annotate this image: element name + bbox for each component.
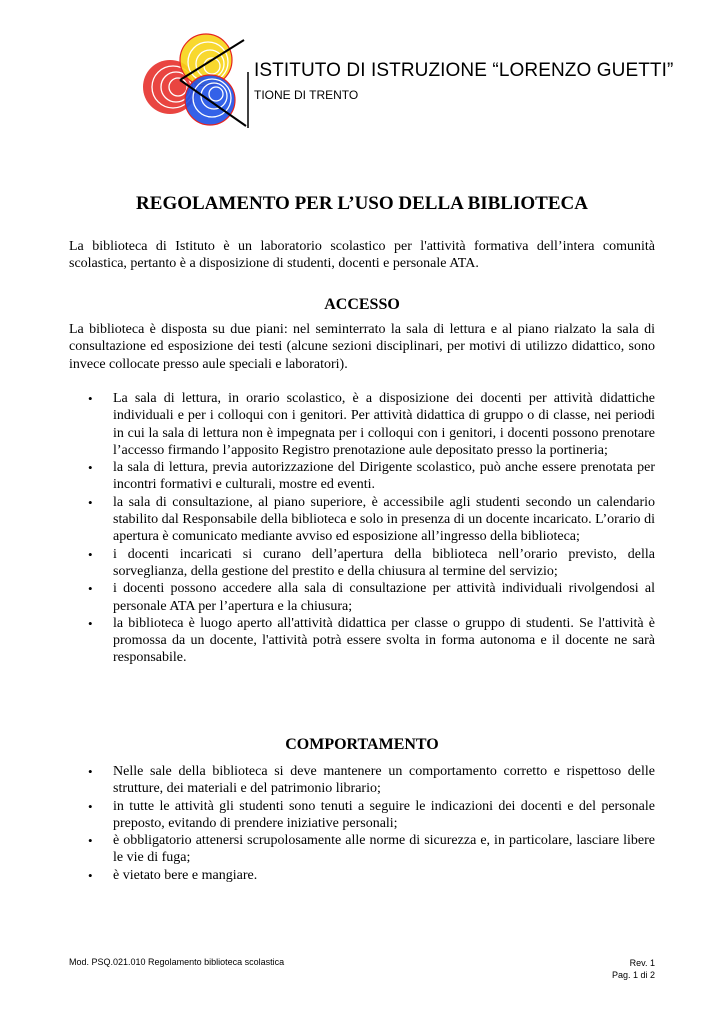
- section-heading-accesso: ACCESSO: [324, 296, 400, 313]
- bullet-icon: •: [88, 867, 93, 883]
- school-logo-icon: [140, 32, 252, 128]
- footer-revision: Rev. 1: [629, 958, 655, 968]
- list-item: [86, 615, 655, 667]
- accesso-paragraph: La biblioteca è disposta su due piani: nel seminterrato la sala di lettura e al piano rialzato la sala di consultazione ed esposizione dei testi (alcune sezioni disciplinari, per motivi di utilizzo didattico, sono invece collocate presso aule speciali e laboratori).: [69, 322, 655, 372]
- bullet-icon: •: [88, 391, 93, 406]
- list-item: [86, 763, 655, 798]
- list-item: [86, 546, 655, 581]
- bullet-icon: •: [88, 494, 93, 510]
- document-title: REGOLAMENTO PER L’USO DELLA BIBLIOTECA: [136, 193, 588, 214]
- comportamento-list: [86, 763, 655, 884]
- bullet-icon: •: [88, 460, 93, 476]
- footer-page-number: Pag. 1 di 2: [611, 970, 655, 980]
- list-item-text: La sala di lettura, in orario scolastico, è a disposizione dei docenti per attività didattiche individuali e per i colloqui con i genitori. Per attività didattica di gruppo o di classe, nei periodi in cui la sala di lettura non è impegnata per i colloqui con i genitori, i docenti possono prenotare l’accesso firmando l’apposito Registro prenotazione aule depositato presso la portineria;: [113, 391, 655, 458]
- list-item: [86, 867, 655, 884]
- list-item-text: in tutte le attività gli studenti sono tenuti a seguire le indicazioni dei docenti e del personale preposto, evitando di prendere iniziative personali;: [113, 798, 655, 831]
- list-item: [86, 580, 655, 615]
- list-item-text: la sala di lettura, previa autorizzazione del Dirigente scolastico, può anche essere prenotata per incontri formativi e culturali, mostre ed eventi.: [113, 460, 655, 493]
- list-item-text: la sala di consultazione, al piano superiore, è accessibile agli studenti secondo un calendario stabilito dal Responsabile della biblioteca e solo in presenza di un docente incaricato. L’orario di apertura è comunicato mediante avviso ed esposizione all’ingresso della biblioteca;: [113, 494, 655, 545]
- list-item-text: è vietato bere e mangiare.: [113, 867, 258, 883]
- accesso-list: [86, 390, 655, 667]
- list-item-text: Nelle sale della biblioteca si deve mantenere un comportamento corretto e rispettoso delle strutture, dei materiali e del patrimonio librario;: [113, 764, 655, 797]
- list-item-text: i docenti possono accedere alla sala di consultazione per attività individuali rivolgendosi al personale ATA per l’apertura e la chiusura;: [113, 581, 655, 614]
- org-name: ISTITUTO DI ISTRUZIONE “LORENZO GUETTI”: [254, 60, 674, 81]
- bullet-icon: •: [88, 546, 93, 562]
- list-item-text: i docenti incaricati si curano dell’apertura della biblioteca nell’orario previsto, della sorveglianza, della gestione del prestito e della chiusura al termine del servizio;: [113, 546, 655, 579]
- list-item-text: è obbligatorio attenersi scrupolosamente alle norme di sicurezza e, in particolare, lasciare libere le vie di fuga;: [113, 833, 655, 866]
- list-item: [86, 494, 655, 546]
- list-item: [86, 832, 655, 867]
- bullet-icon: •: [88, 615, 93, 631]
- list-item: [86, 390, 655, 459]
- intro-paragraph: La biblioteca di Istituto è un laboratorio scolastico per l'attività formativa dell’intera comunità scolastica, pertanto è a disposizione di studenti, docenti e personale ATA.: [69, 239, 655, 272]
- list-item: [86, 459, 655, 494]
- section-heading-comportamento: COMPORTAMENTO: [285, 736, 439, 753]
- org-subtitle: TIONE DI TRENTO: [254, 88, 359, 102]
- bullet-icon: •: [88, 764, 93, 779]
- bullet-icon: •: [88, 798, 93, 814]
- bullet-icon: •: [88, 581, 93, 597]
- list-item: [86, 798, 655, 833]
- footer-doc-code: Mod. PSQ.021.010 Regolamento biblioteca scolastica: [69, 957, 285, 967]
- footer-page-info: [612, 957, 655, 981]
- bullet-icon: •: [88, 833, 93, 849]
- list-item-text: la biblioteca è luogo aperto all'attività didattica per classe o gruppo di studenti. Se l'attività è promossa da un docente, l'attività potrà essere svolta in forma autonoma e il docente ne sarà responsabile.: [113, 615, 655, 666]
